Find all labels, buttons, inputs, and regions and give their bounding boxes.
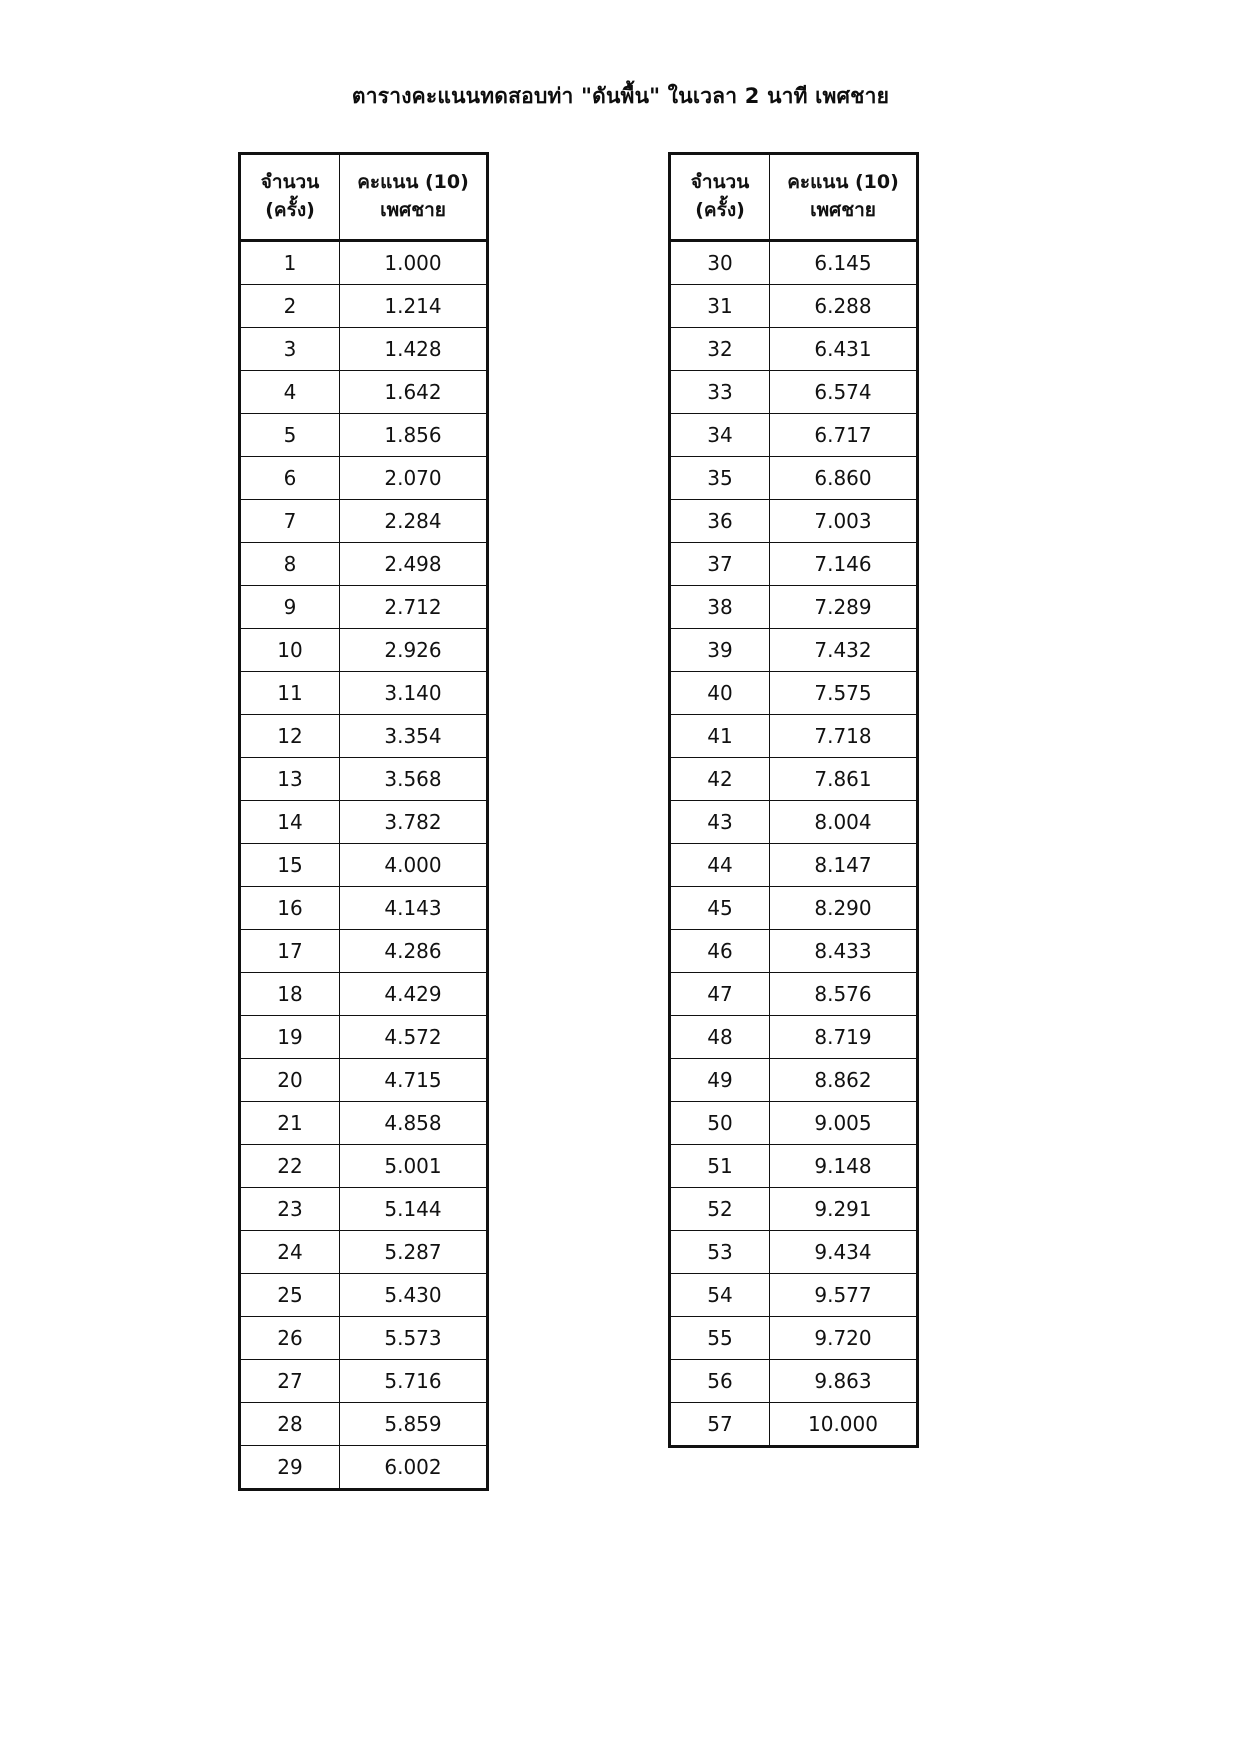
table-row — [670, 1145, 918, 1188]
cell-count: 38 — [670, 586, 770, 629]
table-row — [670, 371, 918, 414]
table-row — [670, 715, 918, 758]
cell-count: 39 — [670, 629, 770, 672]
cell-count: 8 — [240, 543, 340, 586]
cell-score: 4.286 — [340, 930, 488, 973]
table-row — [670, 844, 918, 887]
cell-score: 4.143 — [340, 887, 488, 930]
header-count — [240, 154, 340, 241]
table-row — [240, 1317, 488, 1360]
cell-score: 9.863 — [770, 1360, 918, 1403]
table-row — [240, 1016, 488, 1059]
table-row — [670, 328, 918, 371]
cell-score: 1.000 — [340, 241, 488, 285]
cell-score: 8.004 — [770, 801, 918, 844]
table-row — [670, 285, 918, 328]
cell-score: 3.354 — [340, 715, 488, 758]
cell-count: 54 — [670, 1274, 770, 1317]
table-row — [240, 715, 488, 758]
table-row — [670, 1231, 918, 1274]
cell-count: 1 — [240, 241, 340, 285]
table-row — [240, 414, 488, 457]
cell-score: 7.718 — [770, 715, 918, 758]
cell-score: 8.147 — [770, 844, 918, 887]
cell-count: 57 — [670, 1403, 770, 1447]
cell-count: 31 — [670, 285, 770, 328]
header-score — [770, 154, 918, 241]
tables-container — [0, 152, 1241, 1491]
cell-score: 9.005 — [770, 1102, 918, 1145]
header-count — [670, 154, 770, 241]
cell-count: 5 — [240, 414, 340, 457]
cell-score: 6.717 — [770, 414, 918, 457]
cell-count: 51 — [670, 1145, 770, 1188]
cell-score: 5.430 — [340, 1274, 488, 1317]
table-row — [670, 1059, 918, 1102]
cell-score: 6.002 — [340, 1446, 488, 1490]
cell-count: 44 — [670, 844, 770, 887]
table-row — [240, 1403, 488, 1446]
table-row — [670, 672, 918, 715]
cell-count: 11 — [240, 672, 340, 715]
right-table-slot — [668, 152, 919, 1448]
cell-count: 25 — [240, 1274, 340, 1317]
cell-count: 9 — [240, 586, 340, 629]
cell-score: 8.862 — [770, 1059, 918, 1102]
table-row — [240, 241, 488, 285]
cell-score: 7.575 — [770, 672, 918, 715]
cell-count: 12 — [240, 715, 340, 758]
table-row — [240, 500, 488, 543]
cell-count: 50 — [670, 1102, 770, 1145]
cell-count: 46 — [670, 930, 770, 973]
cell-score: 9.291 — [770, 1188, 918, 1231]
cell-score: 8.719 — [770, 1016, 918, 1059]
header-count-line2: (ครั้ง) — [265, 199, 315, 221]
cell-count: 28 — [240, 1403, 340, 1446]
table-row — [240, 844, 488, 887]
cell-score: 2.284 — [340, 500, 488, 543]
table-row — [240, 758, 488, 801]
cell-score: 1.214 — [340, 285, 488, 328]
cell-score: 6.145 — [770, 241, 918, 285]
cell-score: 3.568 — [340, 758, 488, 801]
table-row — [670, 241, 918, 285]
cell-count: 13 — [240, 758, 340, 801]
table-row — [670, 1317, 918, 1360]
header-score — [340, 154, 488, 241]
table-row — [240, 1274, 488, 1317]
cell-score: 1.856 — [340, 414, 488, 457]
cell-score: 3.140 — [340, 672, 488, 715]
cell-count: 30 — [670, 241, 770, 285]
table-row — [670, 801, 918, 844]
cell-score: 2.926 — [340, 629, 488, 672]
table-row — [240, 1102, 488, 1145]
cell-score: 2.070 — [340, 457, 488, 500]
table-row — [240, 457, 488, 500]
table-head-right — [670, 154, 918, 241]
table-row — [670, 629, 918, 672]
table-row — [240, 1360, 488, 1403]
cell-count: 15 — [240, 844, 340, 887]
table-row — [240, 973, 488, 1016]
cell-count: 14 — [240, 801, 340, 844]
cell-score: 5.573 — [340, 1317, 488, 1360]
score-table-left — [238, 152, 489, 1491]
table-row — [670, 586, 918, 629]
table-row — [240, 1059, 488, 1102]
cell-score: 1.428 — [340, 328, 488, 371]
table-row — [670, 457, 918, 500]
cell-count: 24 — [240, 1231, 340, 1274]
table-row — [240, 629, 488, 672]
table-row — [240, 328, 488, 371]
cell-count: 27 — [240, 1360, 340, 1403]
table-row — [670, 1360, 918, 1403]
cell-count: 42 — [670, 758, 770, 801]
header-count-line2: (ครั้ง) — [695, 199, 745, 221]
cell-score: 5.001 — [340, 1145, 488, 1188]
header-row — [240, 154, 488, 241]
cell-score: 1.642 — [340, 371, 488, 414]
cell-count: 48 — [670, 1016, 770, 1059]
header-score-line1: คะแนน (10) — [357, 171, 469, 194]
header-score-line1: คะแนน (10) — [787, 171, 899, 194]
cell-count: 19 — [240, 1016, 340, 1059]
table-body-left — [240, 241, 488, 1490]
cell-count: 21 — [240, 1102, 340, 1145]
table-row — [670, 414, 918, 457]
cell-score: 4.858 — [340, 1102, 488, 1145]
cell-count: 37 — [670, 543, 770, 586]
cell-score: 8.576 — [770, 973, 918, 1016]
cell-score: 7.289 — [770, 586, 918, 629]
header-row — [670, 154, 918, 241]
cell-score: 5.716 — [340, 1360, 488, 1403]
cell-score: 4.572 — [340, 1016, 488, 1059]
table-row — [670, 1274, 918, 1317]
cell-score: 9.148 — [770, 1145, 918, 1188]
table-row — [240, 1145, 488, 1188]
cell-score: 7.861 — [770, 758, 918, 801]
cell-count: 29 — [240, 1446, 340, 1490]
cell-count: 41 — [670, 715, 770, 758]
cell-score: 8.290 — [770, 887, 918, 930]
cell-count: 7 — [240, 500, 340, 543]
table-row — [670, 500, 918, 543]
table-row — [240, 1446, 488, 1490]
header-score-line2: เพศชาย — [810, 199, 876, 221]
cell-count: 36 — [670, 500, 770, 543]
cell-score: 2.712 — [340, 586, 488, 629]
cell-score: 5.287 — [340, 1231, 488, 1274]
table-row — [670, 543, 918, 586]
cell-count: 53 — [670, 1231, 770, 1274]
table-row — [670, 973, 918, 1016]
table-row — [670, 930, 918, 973]
cell-count: 6 — [240, 457, 340, 500]
cell-score: 6.860 — [770, 457, 918, 500]
cell-count: 52 — [670, 1188, 770, 1231]
cell-score: 5.144 — [340, 1188, 488, 1231]
cell-count: 4 — [240, 371, 340, 414]
cell-count: 32 — [670, 328, 770, 371]
cell-count: 47 — [670, 973, 770, 1016]
table-row — [240, 887, 488, 930]
cell-count: 17 — [240, 930, 340, 973]
cell-score: 6.431 — [770, 328, 918, 371]
table-row — [240, 672, 488, 715]
cell-count: 3 — [240, 328, 340, 371]
table-row — [240, 1231, 488, 1274]
table-row — [670, 758, 918, 801]
cell-count: 33 — [670, 371, 770, 414]
table-row — [240, 1188, 488, 1231]
page-title: ตารางคะแนนทดสอบท่า "ดันพื้น" ในเวลา 2 นาที เพศชาย — [351, 84, 890, 108]
cell-count: 56 — [670, 1360, 770, 1403]
left-table-slot — [238, 152, 489, 1491]
cell-count: 26 — [240, 1317, 340, 1360]
score-table-right — [668, 152, 919, 1448]
table-body-right — [670, 241, 918, 1447]
header-score-line2: เพศชาย — [380, 199, 446, 221]
cell-score: 2.498 — [340, 543, 488, 586]
cell-score: 9.434 — [770, 1231, 918, 1274]
cell-score: 9.720 — [770, 1317, 918, 1360]
cell-count: 23 — [240, 1188, 340, 1231]
table-row — [670, 1016, 918, 1059]
header-count-line1: จำนวน — [690, 171, 750, 194]
cell-count: 40 — [670, 672, 770, 715]
cell-score: 9.577 — [770, 1274, 918, 1317]
cell-score: 4.000 — [340, 844, 488, 887]
cell-count: 22 — [240, 1145, 340, 1188]
cell-score: 4.429 — [340, 973, 488, 1016]
cell-score: 7.146 — [770, 543, 918, 586]
cell-score: 10.000 — [770, 1403, 918, 1447]
cell-count: 43 — [670, 801, 770, 844]
cell-score: 6.574 — [770, 371, 918, 414]
cell-score: 8.433 — [770, 930, 918, 973]
table-row — [670, 1102, 918, 1145]
header-count-line1: จำนวน — [260, 171, 320, 194]
cell-count: 20 — [240, 1059, 340, 1102]
table-row — [670, 887, 918, 930]
cell-score: 6.288 — [770, 285, 918, 328]
table-row — [240, 543, 488, 586]
cell-count: 34 — [670, 414, 770, 457]
cell-count: 45 — [670, 887, 770, 930]
cell-score: 7.432 — [770, 629, 918, 672]
cell-count: 2 — [240, 285, 340, 328]
table-row — [240, 801, 488, 844]
cell-count: 55 — [670, 1317, 770, 1360]
table-row — [240, 930, 488, 973]
cell-score: 7.003 — [770, 500, 918, 543]
cell-count: 18 — [240, 973, 340, 1016]
cell-count: 49 — [670, 1059, 770, 1102]
table-row — [670, 1403, 918, 1447]
table-row — [670, 1188, 918, 1231]
cell-score: 4.715 — [340, 1059, 488, 1102]
cell-score: 3.782 — [340, 801, 488, 844]
table-row — [240, 586, 488, 629]
table-row — [240, 371, 488, 414]
cell-score: 5.859 — [340, 1403, 488, 1446]
table-head-left — [240, 154, 488, 241]
cell-count: 16 — [240, 887, 340, 930]
table-row — [240, 285, 488, 328]
cell-count: 35 — [670, 457, 770, 500]
cell-count: 10 — [240, 629, 340, 672]
